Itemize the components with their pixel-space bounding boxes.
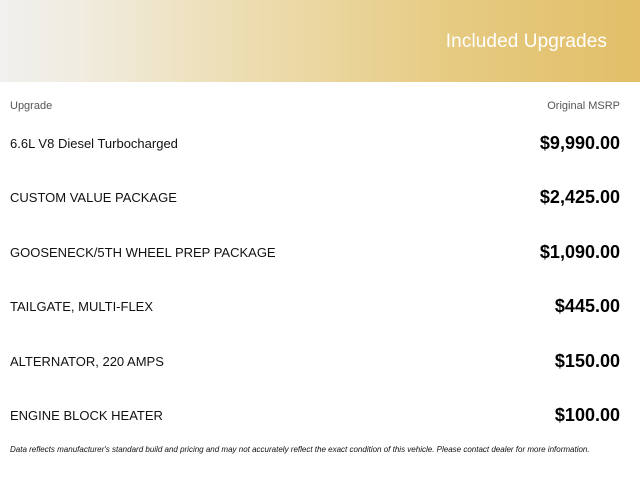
upgrade-price: $2,425.00 bbox=[539, 187, 620, 208]
table-header bbox=[10, 100, 620, 112]
upgrade-price: $100.00 bbox=[554, 404, 620, 425]
upgrade-name: ALTERNATOR, 220 AMPS bbox=[10, 353, 164, 369]
table-row bbox=[10, 343, 620, 397]
disclaimer-text: Data reflects manufacturer's standard build and pricing and may not accurately reflect the exact condition of this vehicle. Please contact dealer for more information. bbox=[10, 445, 590, 454]
table-row bbox=[10, 234, 620, 288]
upgrade-price: $1,090.00 bbox=[539, 241, 620, 262]
upgrade-price: $445.00 bbox=[554, 296, 620, 317]
upgrade-name: ENGINE BLOCK HEATER bbox=[10, 407, 163, 423]
page-title: Included Upgrades bbox=[445, 31, 607, 52]
upgrade-name: GOOSENECK/5TH WHEEL PREP PACKAGE bbox=[10, 244, 276, 260]
upgrade-name: TAILGATE, MULTI-FLEX bbox=[10, 299, 154, 315]
upgrade-price: $9,990.00 bbox=[539, 133, 620, 153]
upgrade-name: CUSTOM VALUE PACKAGE bbox=[10, 190, 177, 206]
column-header-upgrade: Upgrade bbox=[10, 100, 53, 112]
upgrades-table bbox=[10, 125, 620, 451]
table-row bbox=[10, 125, 620, 179]
header-banner bbox=[0, 0, 640, 82]
table-row bbox=[10, 397, 620, 451]
upgrade-price: $150.00 bbox=[554, 350, 620, 371]
upgrade-name: 6.6L V8 Diesel Turbocharged bbox=[10, 136, 178, 151]
table-row bbox=[10, 179, 620, 233]
table-row bbox=[10, 288, 620, 342]
column-header-msrp: Original MSRP bbox=[547, 100, 620, 112]
